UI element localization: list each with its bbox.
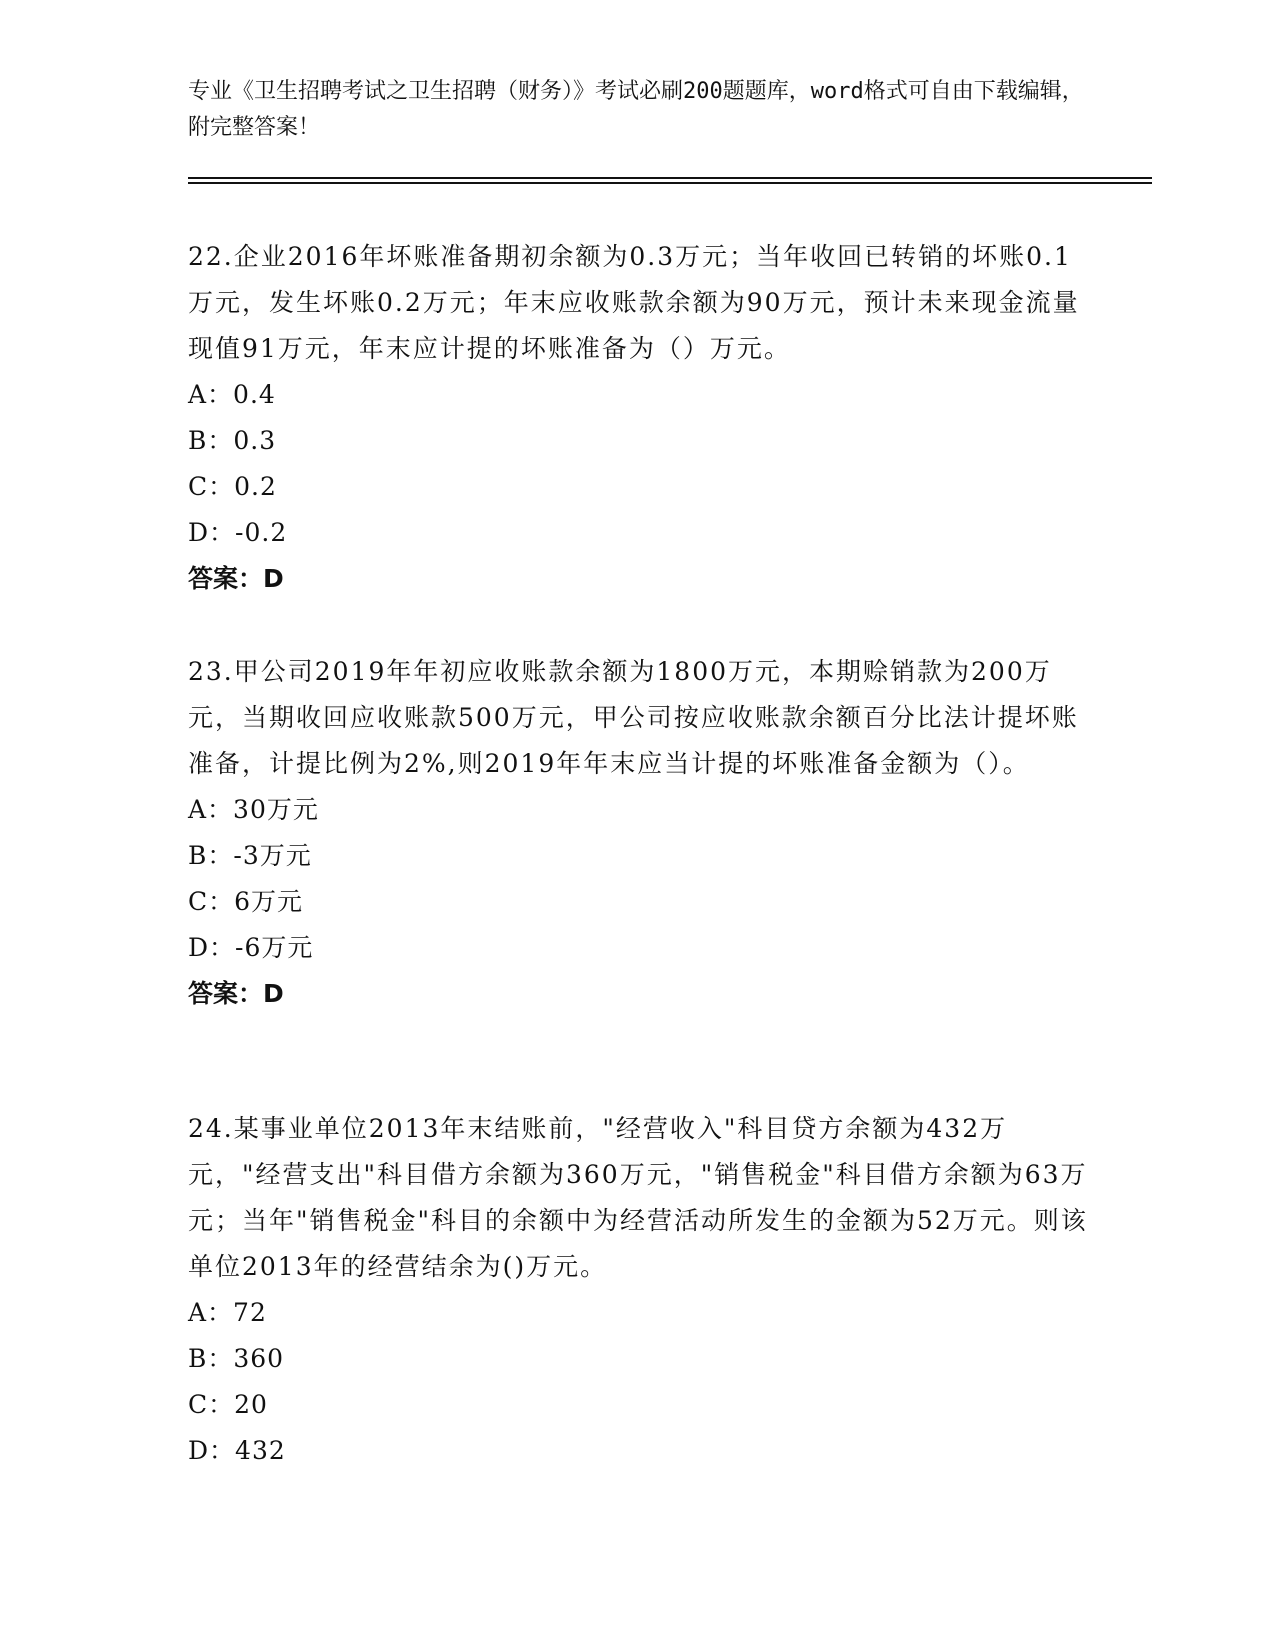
question-stem: 22.企业2016年坏账准备期初余额为0.3万元；当年收回已转销的坏账0.1万元，发生坏账0.2万元；年末应收账款余额为90万元，预计未来现金流量现值91万元，年末应计提的坏账准备为（）万元。 xyxy=(188,242,1080,363)
option-d: D：432 xyxy=(188,1436,286,1465)
document-header: 专业《卫生招聘考试之卫生招聘（财务）》考试必刷200题题库，word格式可自由下载编辑，附完整答案！ xyxy=(188,79,1084,140)
option-a: A：0.4 xyxy=(188,380,276,409)
question-23 xyxy=(188,649,1088,1017)
question-stem: 23.甲公司2019年年初应收账款余额为1800万元，本期赊销款为200万元，当期收回应收账款500万元，甲公司按应收账款余额百分比法计提坏账准备，计提比例为2%,则2019年年末应当计提的坏账准备金额为（）。 xyxy=(188,657,1079,778)
question-24 xyxy=(188,1106,1088,1474)
header-divider-bottom xyxy=(188,182,1152,184)
option-b: B：360 xyxy=(188,1344,285,1373)
question-stem: 24.某事业单位2013年末结账前，"经营收入"科目贷方余额为432万元，"经营支出"科目借方余额为360万元，"销售税金"科目借方余额为63万元；当年"销售税金"科目的余额中为经营活动所发生的金额为52万元。则该单位2013年的经营结余为()万元。 xyxy=(188,1114,1088,1281)
option-b: B：0.3 xyxy=(188,426,277,455)
option-c: C：0.2 xyxy=(188,472,277,501)
question-22 xyxy=(188,234,1088,602)
option-b: B：-3万元 xyxy=(188,841,312,870)
option-d: D：-6万元 xyxy=(188,933,314,962)
answer-line: 答案：D xyxy=(188,564,284,593)
option-c: C：20 xyxy=(188,1390,268,1419)
option-d: D：-0.2 xyxy=(188,518,288,547)
answer-line: 答案：D xyxy=(188,979,284,1008)
option-a: A：30万元 xyxy=(188,795,319,824)
option-a: A：72 xyxy=(188,1298,267,1327)
option-c: C：6万元 xyxy=(188,887,304,916)
header-divider-top xyxy=(188,177,1152,179)
